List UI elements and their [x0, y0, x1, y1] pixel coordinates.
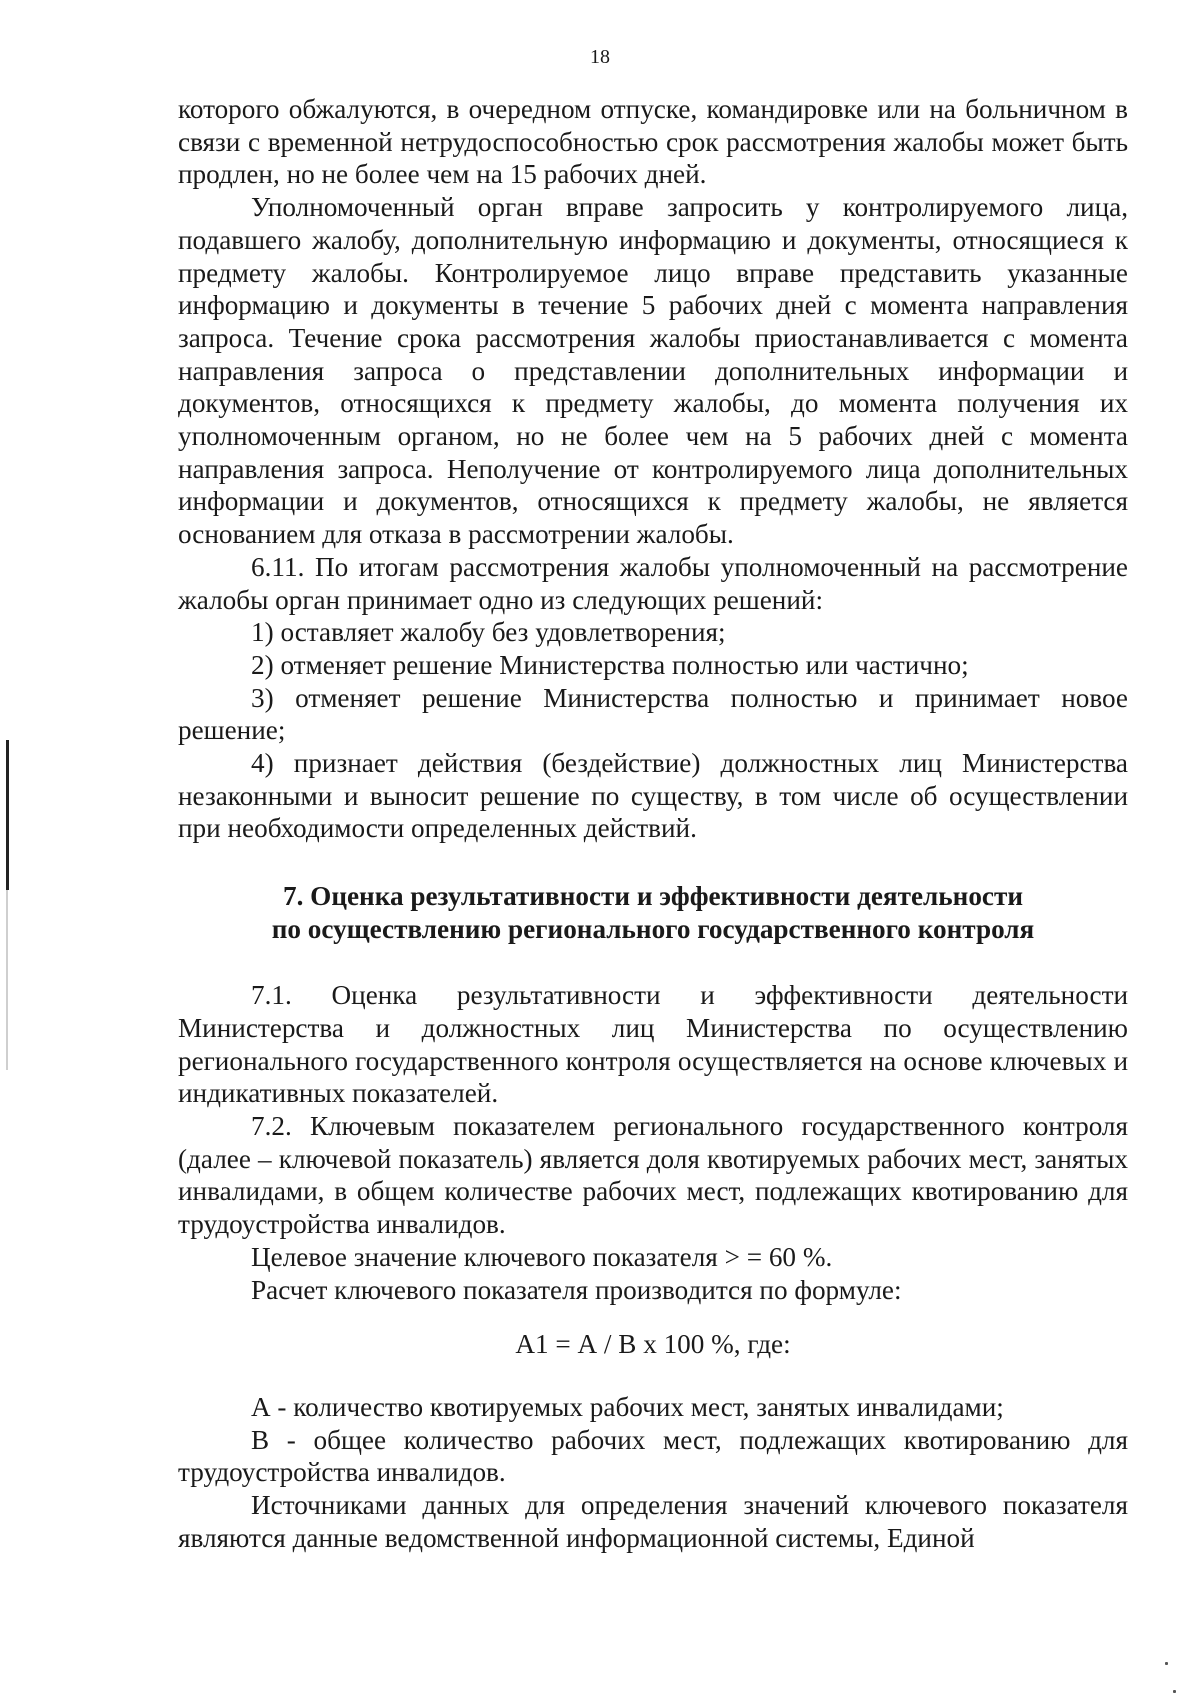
scan-dot — [1173, 1690, 1176, 1693]
page-number: 18 — [590, 46, 610, 68]
list-item-decision-4: 4) признает действия (бездействие) должностных лиц Министерства незаконными и выносит решение по существу, в том числе об осуществлении при необходимости определенных действий. — [178, 748, 1128, 844]
list-item-decision-1: 1) оставляет жалобу без удовлетворения; — [251, 617, 726, 648]
paragraph-target-value: Целевое значение ключевого показателя > = 60 %. — [251, 1241, 833, 1272]
scan-edge-mark-faint — [6, 890, 8, 1070]
scan-dot — [1165, 1662, 1168, 1665]
definition-a: А - количество квотируемых рабочих мест, занятых инвалидами; — [251, 1391, 1004, 1422]
paragraph-formula-intro: Расчет ключевого показателя производится по формуле: — [251, 1274, 902, 1305]
scan-edge-mark — [6, 740, 9, 890]
paragraph-6-11: 6.11. По итогам рассмотрения жалобы уполномоченный на рассмотрение жалобы орган принимает одно из следующих решений: — [178, 551, 1128, 615]
section-7-heading-line2: по осуществлению регионального государственного контроля — [271, 913, 1035, 944]
paragraph-data-sources: Источниками данных для определения значений ключевого показателя являются данные ведомственной информационной системы, Единой — [178, 1490, 1128, 1553]
section-7-heading-line1: 7. Оценка результативности и эффективности деятельности — [282, 881, 1024, 912]
section-7-heading — [178, 880, 1128, 945]
document-body — [178, 93, 1128, 1554]
list-item-decision-3: 3) отменяет решение Министерства полностью и принимает новое решение; — [178, 682, 1128, 746]
definition-b: В - общее количество рабочих мест, подлежащих квотированию для трудоустройства инвалидов. — [178, 1424, 1128, 1488]
list-item-decision-2: 2) отменяет решение Министерства полностью или частично; — [251, 649, 969, 680]
paragraph-request-info: Уполномоченный орган вправе запросить у контролируемого лица, подавшего жалобу, дополнительную информацию и документы, относящиеся к предмету жалобы. Контролируемое лицо вправе представить указанные информацию и документы в течение 5 рабочих дней с момента направления запроса. Течение срока рассмотрения жалобы приостанавливается с момента направления запроса о представлении дополнительных информации и документов, относящихся к предмету жалобы, до момента получения их уполномоченным органом, но не более чем на 5 рабочих дней с момента направления запроса. Неполучение от контролируемого лица дополнительных информации и документов, относящихся к предмету жалобы, не является основанием для отказа в рассмотрении жалобы. — [178, 192, 1128, 550]
paragraph-7-2: 7.2. Ключевым показателем регионального государственного контроля (далее – ключевой показатель) является доля квотируемых рабочих мест, занятых инвалидами, в общем количестве рабочих мест, подлежащих квотированию для трудоустройства инвалидов. — [178, 1110, 1128, 1240]
formula: А1 = А / В х 100 %, где: — [515, 1329, 791, 1360]
paragraph-continuation: которого обжалуются, в очередном отпуске, командировке или на больничном в связи с временной нетрудоспособностью срок рассмотрения жалобы может быть продлен, но не более чем на 15 рабочих дней. — [178, 94, 1128, 190]
paragraph-7-1: 7.1. Оценка результативности и эффективности деятельности Министерства и должностных лиц Министерства по осуществлению регионального государственного контроля осуществляется на основе ключевых и индикативных показателей. — [178, 980, 1128, 1109]
